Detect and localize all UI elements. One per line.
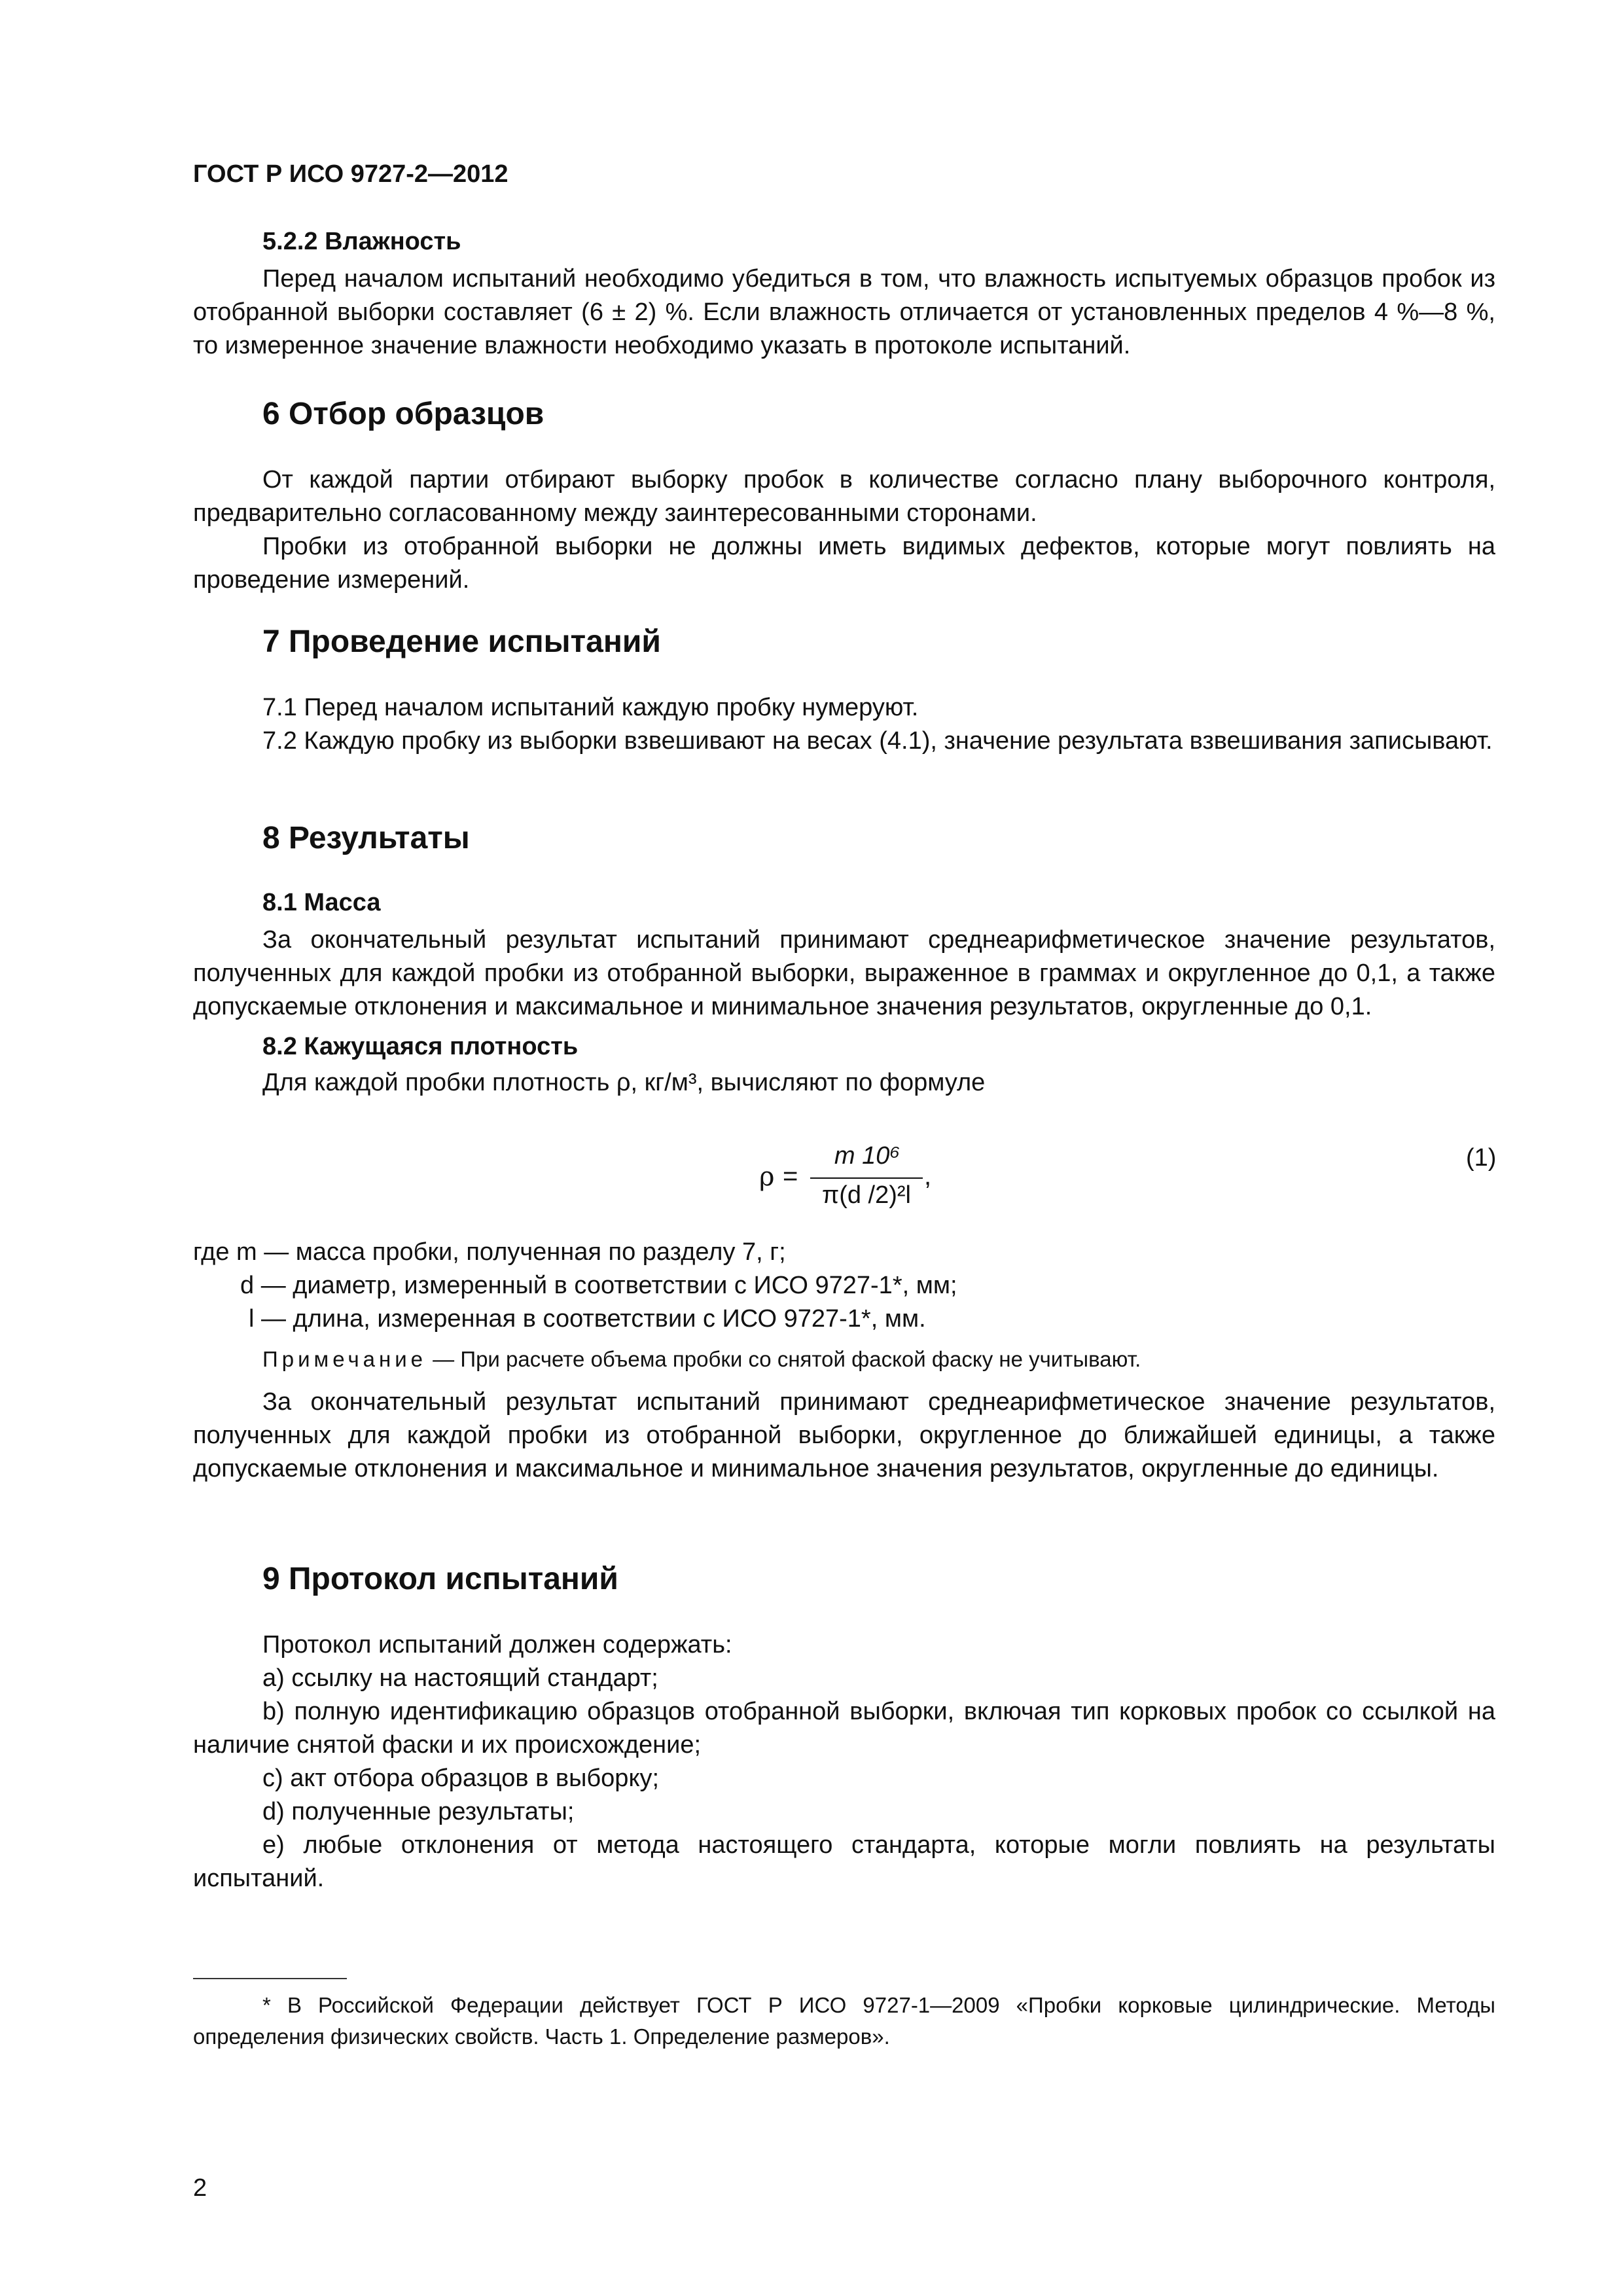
paragraph: 7.1 Перед началом испытаний каждую пробку нумеруют.: [262, 694, 919, 721]
list-item: e) любые отклонения от метода настоящего стандарта, которые могли повлиять на результаты испытаний.: [193, 1831, 1495, 1892]
paragraph: Перед началом испытаний необходимо убедиться в том, что влажность испытуемых образцов пробок из отобранной выборки составляет (6 ± 2) %. Если влажность отличается от установленных пределов 4 %—8 %, то измеренное значение влажности необходимо указать в протоколе испытаний.: [193, 265, 1495, 359]
footnote-text: * В Российской Федерации действует ГОСТ Р ИСО 9727-1—2009 «Пробки корковые цилиндрические. Методы определения физических свойств. Часть 1. Определение размеров».: [193, 1993, 1495, 2049]
section-9: [193, 1561, 1495, 1895]
paragraph: Протокол испытаний должен содержать:: [262, 1631, 732, 1659]
footnote-divider: [193, 1978, 347, 1979]
paragraph: От каждой партии отбирают выборку пробок в количестве согласно плану выборочного контроля, предварительно согласованному между заинтересованными сторонами.: [193, 466, 1495, 527]
list-item: c) акт отбора образцов в выборку;: [262, 1765, 660, 1792]
note: [193, 1345, 1495, 1374]
subsection-title: 8.1 Масса: [262, 889, 381, 916]
note-label: Примечание: [262, 1347, 427, 1371]
section-title: 9 Протокол испытаний: [262, 1562, 618, 1596]
definition-l: l — длина, измеренная в соответствии с ИСО 9727-1*, мм.: [249, 1305, 926, 1333]
section-title: 6 Отбор образцов: [262, 397, 544, 431]
paragraph: За окончательный результат испытаний принимают среднеарифметическое значение результатов, полученных для каждой пробки из отобранной выборки, выраженное в граммах и округленное до 0,1, а также допускаемые отклонения и максимальное и минимальное значения результатов, округленные до 0,1.: [193, 926, 1495, 1020]
definition-m: где m — масса пробки, полученная по разделу 7, г;: [193, 1238, 786, 1266]
formula-1: [0, 1142, 1623, 1221]
list-item: b) полную идентификацию образцов отобранной выборки, включая тип корковых пробок со ссылкой на наличие снятой фаски и их происхождение;: [193, 1698, 1495, 1759]
document-code-header: ГОСТ Р ИСО 9727-2—2012: [193, 160, 508, 188]
section-7: [193, 624, 1495, 758]
definition-d: d — диаметр, измеренный в соответствии с ИСО 9727-1*, мм;: [240, 1272, 957, 1299]
formula-equals: =: [783, 1162, 798, 1191]
formula-comma: ,: [924, 1162, 932, 1191]
page-number: 2: [193, 2174, 207, 2202]
section-title: 8 Результаты: [262, 821, 470, 855]
formula-number: (1): [1466, 1144, 1497, 1172]
paragraph: Пробки из отобранной выборки не должны иметь видимых дефектов, которые могут повлиять на проведение измерений.: [193, 533, 1495, 594]
section-6: [193, 396, 1495, 597]
list-item: d) полученные результаты;: [262, 1798, 575, 1825]
formula-definitions: [193, 1236, 1495, 1486]
note-text: — При расчете объема пробки со снятой фаской фаску не учитывают.: [427, 1347, 1141, 1371]
formula-denominator: π(d /2)²l: [821, 1181, 911, 1209]
list-item: a) ссылку на настоящий стандарт;: [262, 1664, 658, 1692]
paragraph: 7.2 Каждую пробку из выборки взвешивают на весах (4.1), значение результата взвешивания записывают.: [262, 727, 1493, 755]
section-title: 7 Проведение испытаний: [262, 624, 661, 659]
subsection-title: 5.2.2 Влажность: [262, 228, 461, 255]
section-8: [193, 820, 1495, 1100]
paragraph: Для каждой пробки плотность ρ, кг/м³, вычисляют по формуле: [262, 1069, 986, 1096]
section-5-2-2: [193, 228, 1495, 363]
formula-lhs: ρ: [759, 1162, 775, 1192]
formula-numerator: m 10⁶: [834, 1142, 901, 1170]
fraction-line: [810, 1177, 923, 1179]
subsection-title: 8.2 Кажущаяся плотность: [262, 1033, 579, 1060]
footnote: [193, 1990, 1495, 2053]
paragraph: За окончательный результат испытаний принимают среднеарифметическое значение результатов, полученных для каждой пробки из отобранной выборки, округленное до ближайшей единицы, а также допускаемые отклонения и максимальное и минимальное значения результатов, округленные до единицы.: [193, 1388, 1495, 1482]
